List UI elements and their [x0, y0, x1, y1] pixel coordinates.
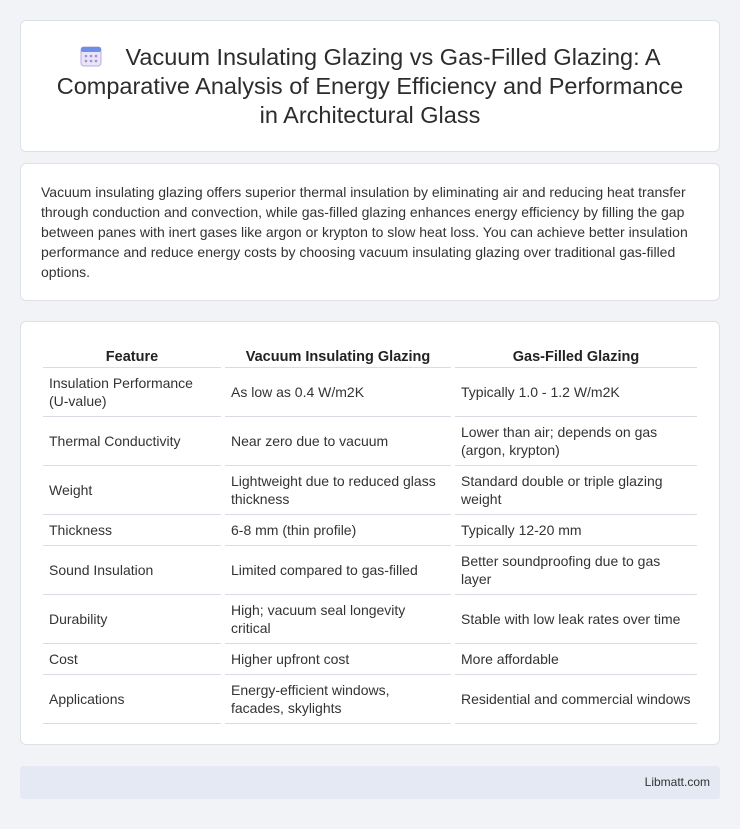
- feature-cell: Insulation Performance (U-value): [43, 368, 221, 417]
- gas-cell: Stable with low leak rates over time: [455, 595, 697, 644]
- feature-cell: Thickness: [43, 515, 221, 546]
- feature-cell: Thermal Conductivity: [43, 417, 221, 466]
- vacuum-cell: Higher upfront cost: [225, 644, 451, 675]
- gas-cell: Lower than air; depends on gas (argon, krypton): [455, 417, 697, 466]
- header-gas: Gas-Filled Glazing: [455, 342, 697, 368]
- page-title-text: Vacuum Insulating Glazing vs Gas-Filled Glazing: A Comparative Analysis of Energy Efficiency and Performance in Architectural Glass: [56, 43, 684, 128]
- feature-cell: Applications: [43, 675, 221, 724]
- table-row: [43, 675, 697, 724]
- table-row: [43, 368, 697, 417]
- feature-cell: Cost: [43, 644, 221, 675]
- title-card: [20, 20, 720, 152]
- table-header-row: [43, 342, 697, 368]
- vacuum-cell: Energy-efficient windows, facades, skylights: [225, 675, 451, 724]
- feature-cell: Sound Insulation: [43, 546, 221, 595]
- comparison-table: [39, 342, 701, 724]
- footer: [20, 766, 720, 799]
- vacuum-cell: Limited compared to gas-filled: [225, 546, 451, 595]
- vacuum-cell: Near zero due to vacuum: [225, 417, 451, 466]
- gas-cell: Residential and commercial windows: [455, 675, 697, 724]
- summary-card: [20, 163, 720, 301]
- summary-text: Vacuum insulating glazing offers superior thermal insulation by eliminating air and reducing heat transfer through conduction and convection, while gas-filled glazing enhances energy efficiency by filling the gap between panes with inert gases like argon or krypton to slow heat loss. You can achieve better insulation performance and reduce energy costs by choosing vacuum insulating glazing over traditional gas-filled options.: [41, 184, 688, 280]
- table-row: [43, 644, 697, 675]
- calendar-icon: [79, 44, 103, 68]
- header-feature: Feature: [43, 342, 221, 368]
- footer-brand-link[interactable]: Libmatt.com: [644, 775, 710, 789]
- gas-cell: More affordable: [455, 644, 697, 675]
- vacuum-cell: As low as 0.4 W/m2K: [225, 368, 451, 417]
- table-row: [43, 546, 697, 595]
- table-row: [43, 595, 697, 644]
- feature-cell: Durability: [43, 595, 221, 644]
- vacuum-cell: 6-8 mm (thin profile): [225, 515, 451, 546]
- table-row: [43, 515, 697, 546]
- comparison-table-card: [20, 321, 720, 745]
- vacuum-cell: Lightweight due to reduced glass thickness: [225, 466, 451, 515]
- vacuum-cell: High; vacuum seal longevity critical: [225, 595, 451, 644]
- feature-cell: Weight: [43, 466, 221, 515]
- table-row: [43, 417, 697, 466]
- page-title: [45, 43, 695, 130]
- gas-cell: Better soundproofing due to gas layer: [455, 546, 697, 595]
- gas-cell: Typically 1.0 - 1.2 W/m2K: [455, 368, 697, 417]
- gas-cell: Typically 12-20 mm: [455, 515, 697, 546]
- gas-cell: Standard double or triple glazing weight: [455, 466, 697, 515]
- table-row: [43, 466, 697, 515]
- header-vacuum: Vacuum Insulating Glazing: [225, 342, 451, 368]
